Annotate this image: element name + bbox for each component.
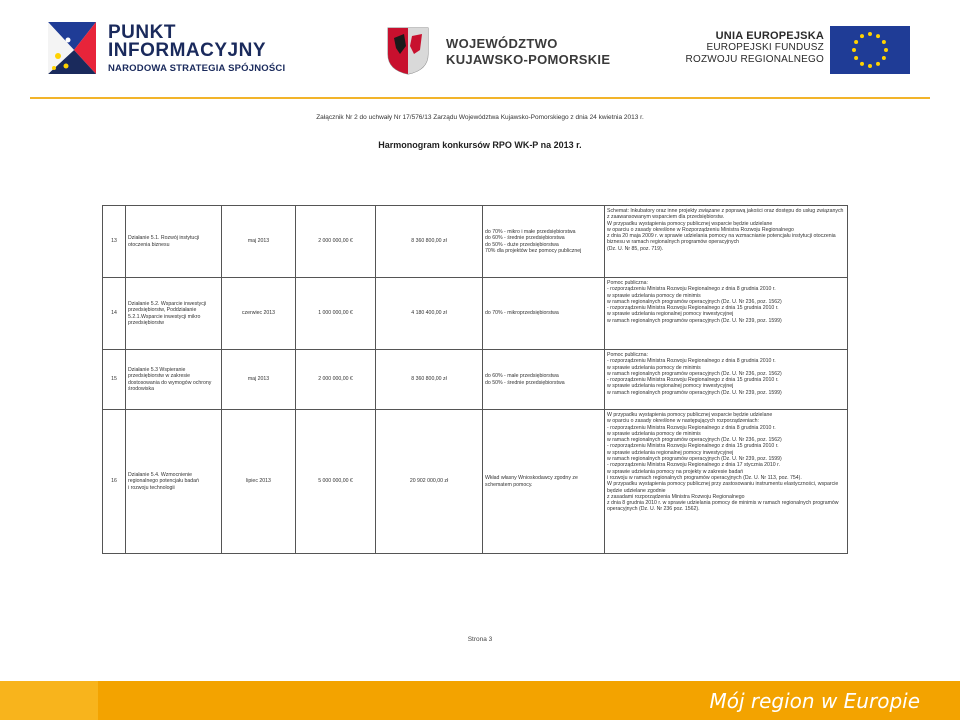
public-aid-cell-line: w ramach regionalnych programów operacyjnych (Dz. U. Nr 236, poz. 1562) [607,370,782,377]
public-aid-cell-line: w sprawie udzielania pomocy na projekty w zakresie badań [607,468,744,475]
punkt-informacyjny-text [108,24,285,74]
call-date-cell: maj 2013 [222,350,296,410]
funding-level-cell-line: do 70% - mikroprzedsiębiorstwa [485,310,559,317]
public-aid-cell-line: - rozporządzeniu Ministra Rozwoju Regionalnego z dnia 15 grudnia 2010 r. [607,377,779,384]
allocation-eur-cell: 2 000 000,00 € [296,206,376,278]
eu-line3: ROZWOJU REGIONALNEGO [685,54,824,65]
public-aid-cell-line: w sprawie udzielania pomocy de minimis [607,430,701,437]
row-number-cell: 14 [103,278,126,350]
eu-logo [680,26,920,78]
action-name-cell-line: Działanie 5.2. Wsparcie inwestycji [128,300,207,307]
allocation-eur-cell: 2 000 000,00 € [296,350,376,410]
action-name-cell-line: otoczenia biznesu [128,241,170,248]
page-number: Strona 3 [467,636,493,643]
action-name-cell-line: przedsiębiorstw, Poddziałanie [128,307,197,314]
allocation-pln-cell: 8 360 800,00 zł [376,206,483,278]
funding-level-cell-line: schematem pomocy. [485,481,533,488]
punkt-subtitle: NARODOWA STRATEGIA SPÓJNOŚCI [108,63,286,74]
public-aid-cell-line: Schemat: Inkubatory oraz inne projekty związane z poprawą jakości oraz dostępu do usług związanych [607,208,844,214]
footer-bar [0,681,960,720]
table-row [103,278,848,350]
allocation-pln-cell: 20 902 000,00 zł [376,410,483,554]
eu-line2: EUROPEJSKI FUNDUSZ [706,42,824,53]
public-aid-cell-line: z zasadami rozporządzenia Ministra Rozwoju Regionalnego [607,493,745,500]
public-aid-cell-line: - rozporządzeniu Ministra Rozwoju Regionalnego z dnia 8 grudnia 2010 r. [607,358,776,365]
allocation-pln-cell: 4 180 400,00 zł [376,278,483,350]
funding-level-cell [483,410,605,554]
action-name-cell-line: Działanie 5.3 Wspieranie [128,366,186,373]
funding-level-cell-line: do 70% - mikro i małe przedsiębiorstwa [485,228,576,235]
region-text [446,36,610,68]
allocation-eur-cell: 1 000 000,00 € [296,278,376,350]
punkt-informacyjny-logo [44,14,304,84]
public-aid-cell [605,278,848,350]
public-aid-cell-line: w ramach regionalnych programów operacyjnych (Dz. U. Nr 239, poz. 1599) [607,317,782,324]
public-aid-cell-line: - rozporządzeniu Ministra Rozwoju Regionalnego z dnia 17 stycznia 2010 r. [607,462,781,469]
header [0,0,960,96]
public-aid-cell-line: - rozporządzeniu Ministra Rozwoju Regionalnego z dnia 8 grudnia 2010 r. [607,424,776,431]
public-aid-cell-line: Pomoc publiczna: [607,352,648,358]
public-aid-cell-line: W przypadku wystąpienia pomocy publicznej przy zastosowaniu instrumentu elastyczności, wsparcie [607,481,839,488]
document-title: Harmonogram konkursów RPO WK-P na 2013 r. [378,140,582,150]
funding-level-cell-line: 70% dla projektów bez pomocy publicznej [485,247,582,254]
allocation-pln-cell: 8 360 800,00 zł [376,350,483,410]
funding-level-cell-line: do 60% - średnie przedsiębiorstwa [485,235,565,242]
public-aid-cell-line: w ramach regionalnych programów operacyjnych (Dz. U. Nr 239, poz. 1599) [607,456,782,463]
nss-flag-icon [44,16,100,80]
funding-level-cell [483,350,605,410]
eu-flag-icon [830,26,910,74]
region-line1: WOJEWÓDZTWO [446,36,558,51]
public-aid-cell-line: w oparciu o zasady określone w Rozporządzeniu Ministra Rozwoju Regionalnego [607,226,794,233]
public-aid-cell-line: (Dz. U. Nr 85, poz. 719). [607,245,664,252]
funding-level-cell [483,206,605,278]
public-aid-cell-line: i rozwoju w ramach regionalnych programów operacyjnych (Dz. U. Nr 113, poz. 754). [607,474,802,481]
action-name-cell-line: i rozwoju technologii [128,484,175,491]
action-name-cell [126,278,222,350]
action-name-cell [126,350,222,410]
eu-text [686,30,824,66]
action-name-cell [126,206,222,278]
action-name-cell-line: dostosowania do wymogów ochrony [128,379,212,386]
public-aid-cell-line: w sprawie udzielania pomocy de minimis [607,364,701,371]
public-aid-cell-line: będzie udzielane zgodnie [607,487,666,494]
public-aid-cell [605,206,848,278]
call-date-cell: maj 2013 [222,206,296,278]
table-row [103,350,848,410]
funding-level-cell-line: Wkład własny Wnioskodawcy zgodny ze [485,475,578,482]
funding-level-cell-line: do 50% - średnie przedsiębiorstwa [485,379,565,386]
row-number-cell: 15 [103,350,126,410]
footer-slogan: Mój region w Europie [709,689,920,713]
public-aid-cell-line: w ramach regionalnych programów operacyjnych (Dz. U. Nr 236, poz. 1562) [607,298,782,305]
table-row [103,410,848,554]
public-aid-cell-line: w ramach regionalnych programów operacyjnych (Dz. U. Nr 239, poz. 1599) [607,389,782,396]
public-aid-cell-line: W przypadku wystąpienia pomocy publicznej wsparcie będzie udzielane [607,412,773,418]
table-row [103,206,848,278]
action-name-cell-line: 5.2.1.Wsparcie inwestycji mikro [128,313,201,320]
region-logo [384,22,614,82]
funding-level-cell [483,278,605,350]
funding-level-cell-line: do 50% - duże przedsiębiorstwa [485,241,559,248]
public-aid-cell-line: - rozporządzeniu Ministra Rozwoju Regionalnego z dnia 15 grudnia 2010 r. [607,305,779,312]
action-name-cell-line: Działanie 5.1. Rozwój instytucji [128,235,200,242]
document-annex-note: Załącznik Nr 2 do uchwały Nr 17/576/13 Zarządu Województwa Kujawsko-Pomorskiego z dnia 24 kwietnia 2013 r. [316,114,644,121]
public-aid-cell-line: operacyjnych (Dz. U. Nr 236 poz. 1562). [607,506,700,513]
public-aid-cell-line: biznesu w ramach regionalnych programów operacyjnych [607,239,740,246]
public-aid-cell-line: z dnia 20 maja 2009 r. w sprawie udzielania pomocy na wzmacnianie potencjału instytucji otoczenia [607,233,836,240]
region-line2: KUJAWSKO-POMORSKIE [446,52,611,67]
footer-accent-block [0,681,98,720]
public-aid-cell-line: w sprawie udzielania pomocy de minimis [607,292,701,299]
call-date-cell: lipiec 2013 [222,410,296,554]
punkt-title-line2: INFORMACYJNY [108,40,267,61]
schedule-table [102,205,848,554]
action-name-cell-line: środowiska [128,385,154,392]
public-aid-cell-line: w ramach regionalnych programów operacyjnych (Dz. U. Nr 236, poz. 1562) [607,437,782,444]
public-aid-cell-line: w sprawie udzielania regionalnej pomocy inwestycyjnej [607,449,734,456]
call-date-cell: czerwiec 2013 [222,278,296,350]
row-number-cell: 13 [103,206,126,278]
action-name-cell-line: przedsiębiorstw [128,319,165,326]
public-aid-cell-line: Pomoc publiczna: [607,280,648,286]
action-name-cell [126,410,222,554]
public-aid-cell [605,410,848,554]
public-aid-cell [605,350,848,410]
public-aid-cell-line: z dnia 8 grudnia 2010 r. w sprawie udzielania pomocy de minimis w ramach regionalnych programów [607,500,839,507]
region-crest-icon [384,24,432,76]
action-name-cell-line: Działanie 5.4. Wzmocnienie [128,472,193,479]
allocation-eur-cell: 5 000 000,00 € [296,410,376,554]
public-aid-cell-line: w sprawie udzielania regionalnej pomocy inwestycyjnej [607,311,734,318]
header-divider [30,97,930,99]
action-name-cell-line: regionalnego potencjału badań [128,478,199,485]
eu-line1: UNIA EUROPEJSKA [715,30,824,42]
public-aid-cell-line: w sprawie udzielania regionalnej pomocy inwestycyjnej [607,383,734,390]
funding-level-cell-line: do 60% - małe przedsiębiorstwa [485,373,559,380]
public-aid-cell-line: w oparciu o zasady określone w następujących rozporządzeniach: [607,418,759,425]
punkt-title-line1: PUNKT [108,22,176,43]
public-aid-cell-line: W przypadku wystąpienia pomocy publicznej wsparcie będzie udzielane [607,220,773,227]
row-number-cell: 16 [103,410,126,554]
action-name-cell-line: przedsiębiorstw w zakresie [128,373,190,380]
public-aid-cell-line: - rozporządzeniu Ministra Rozwoju Regionalnego z dnia 8 grudnia 2010 r. [607,286,776,293]
public-aid-cell-line: - rozporządzeniu Ministra Rozwoju Regionalnego z dnia 15 grudnia 2010 r. [607,443,779,450]
public-aid-cell-line: z zaawansowanym wsparciem dla przedsiębiorstw. [607,214,725,221]
